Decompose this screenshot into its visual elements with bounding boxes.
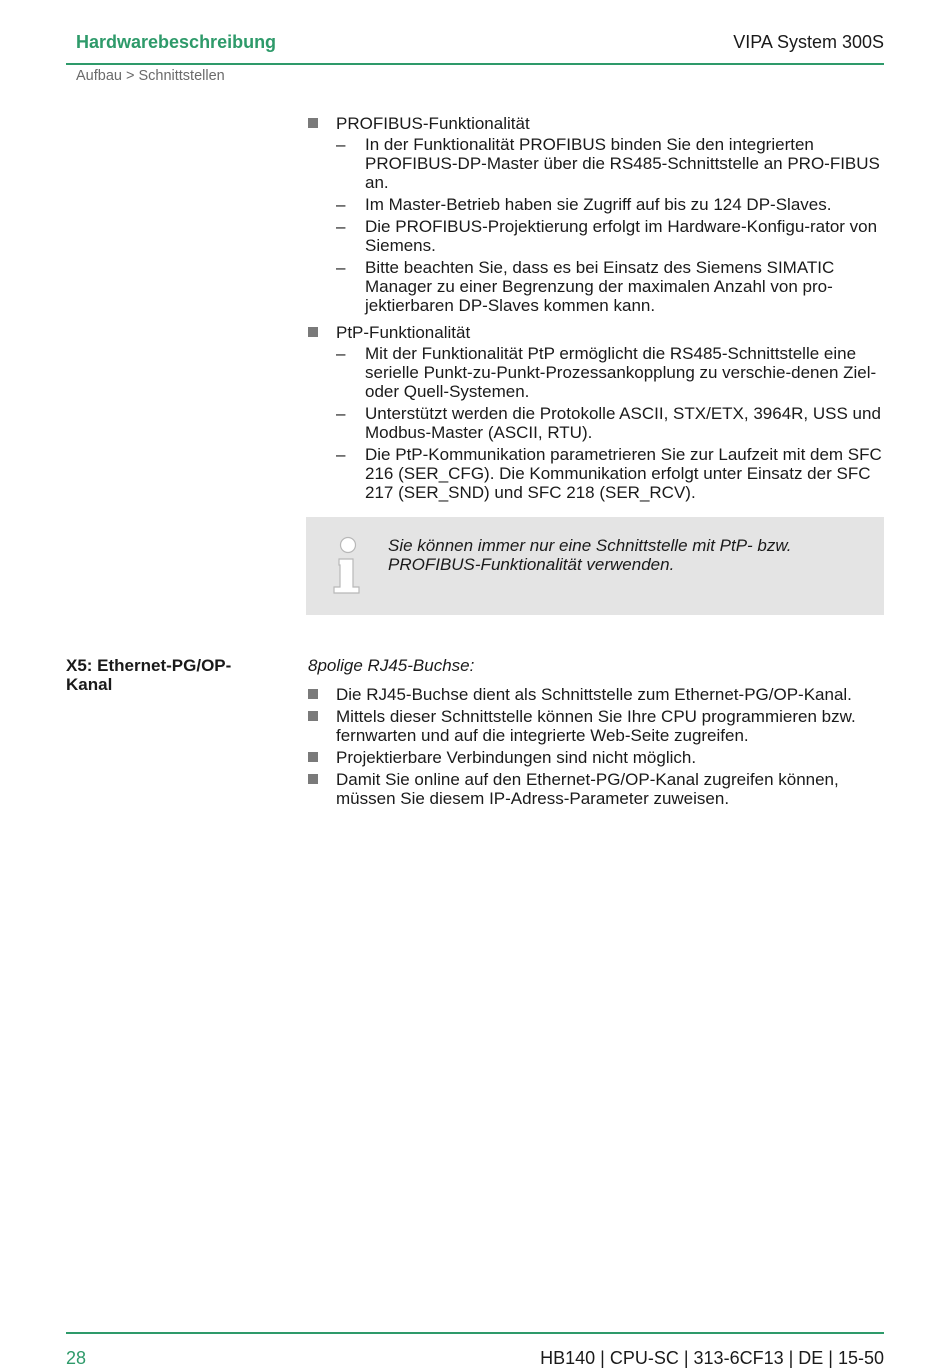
- breadcrumb: Aufbau > Schnittstellen: [76, 68, 225, 84]
- list-item: – In der Funktionalität PROFIBUS binden Sie den integrierten PROFIBUS-DP-Master über die RS485-Schnittstelle an PRO-FIBUS an.: [336, 135, 880, 192]
- list-item: – Bitte beachten Sie, dass es bei Einsatz des Siemens SIMATIC Manager zu einer Begrenzung der maximalen Anzahl von pro-jektierbaren DP-Slaves kommen kann.: [336, 258, 835, 315]
- profibus-heading: PROFIBUS-Funktionalität: [336, 114, 530, 133]
- list-item: – Die PtP-Kommunikation parametrieren Sie zur Laufzeit mit dem SFC 216 (SER_CFG). Die Kommunikation erfolgt unter Einsatz der SFC 217 (SER_SND) und SFC 218 (SER_RCV).: [336, 445, 882, 502]
- square-bullet-icon: [308, 689, 318, 699]
- square-bullet-icon: [308, 774, 318, 784]
- profibus-sublist: [308, 135, 888, 315]
- list-item: Projektierbare Verbindungen sind nicht möglich.: [308, 748, 888, 767]
- list-item: – Unterstützt werden die Protokolle ASCII, STX/ETX, 3964R, USS und Modbus-Master (ASCII, RTU).: [336, 404, 881, 442]
- page-section-title: Hardwarebeschreibung: [76, 32, 277, 52]
- dash-bullet-icon: –: [336, 217, 346, 236]
- list-item: – Die PROFIBUS-Projektierung erfolgt im Hardware-Konfigu-rator von Siemens.: [336, 217, 878, 255]
- dash-bullet-icon: –: [336, 258, 346, 277]
- square-bullet-icon: [308, 118, 318, 128]
- x5-intro: 8polige RJ45-Buchse:: [308, 656, 475, 675]
- interface-functions: [308, 114, 888, 505]
- list-item: Damit Sie online auf den Ethernet-PG/OP-Kanal zugreifen können, müssen Sie diesem IP-Adress-Parameter zuweisen.: [308, 770, 888, 808]
- ptp-heading: PtP-Funktionalität: [336, 323, 471, 342]
- document-id: HB140 | CPU-SC | 313-6CF13 | DE | 15-50: [540, 1348, 884, 1368]
- list-item: Die RJ45-Buchse dient als Schnittstelle zum Ethernet-PG/OP-Kanal.: [308, 685, 888, 704]
- note-text: Sie können immer nur eine Schnittstelle mit PtP- bzw. PROFIBUS-Funktionalität verwenden.: [388, 536, 792, 574]
- ptp-sublist: [308, 344, 888, 502]
- dash-bullet-icon: –: [336, 135, 346, 154]
- dash-bullet-icon: –: [336, 344, 346, 363]
- list-item-profibus: [308, 114, 888, 133]
- footer-divider: [66, 1332, 884, 1334]
- square-bullet-icon: [308, 711, 318, 721]
- dash-bullet-icon: –: [336, 445, 346, 464]
- list-item: Mittels dieser Schnittstelle können Sie Ihre CPU programmieren bzw. fernwarten und auf die integrierte Web-Seite zugreifen.: [308, 707, 888, 745]
- header-divider: [66, 63, 884, 65]
- dash-bullet-icon: –: [336, 195, 346, 214]
- list-item: – Mit der Funktionalität PtP ermöglicht die RS485-Schnittstelle eine serielle Punkt-zu-Punkt-Prozessankopplung zu verschie-denen Ziel- oder Quell-Systemen.: [336, 344, 877, 401]
- square-bullet-icon: [308, 752, 318, 762]
- square-bullet-icon: [308, 327, 318, 337]
- section-heading-x5: X5: Ethernet-PG/OP-Kanal: [66, 656, 232, 694]
- page-number: 28: [66, 1348, 87, 1368]
- info-note: [306, 517, 884, 615]
- dash-bullet-icon: –: [336, 404, 346, 423]
- info-icon: [328, 535, 368, 595]
- product-name: VIPA System 300S: [733, 32, 884, 52]
- x5-content: [308, 656, 888, 808]
- list-item-ptp: [308, 323, 888, 342]
- list-item: – Im Master-Betrieb haben sie Zugriff auf bis zu 124 DP-Slaves.: [336, 195, 832, 214]
